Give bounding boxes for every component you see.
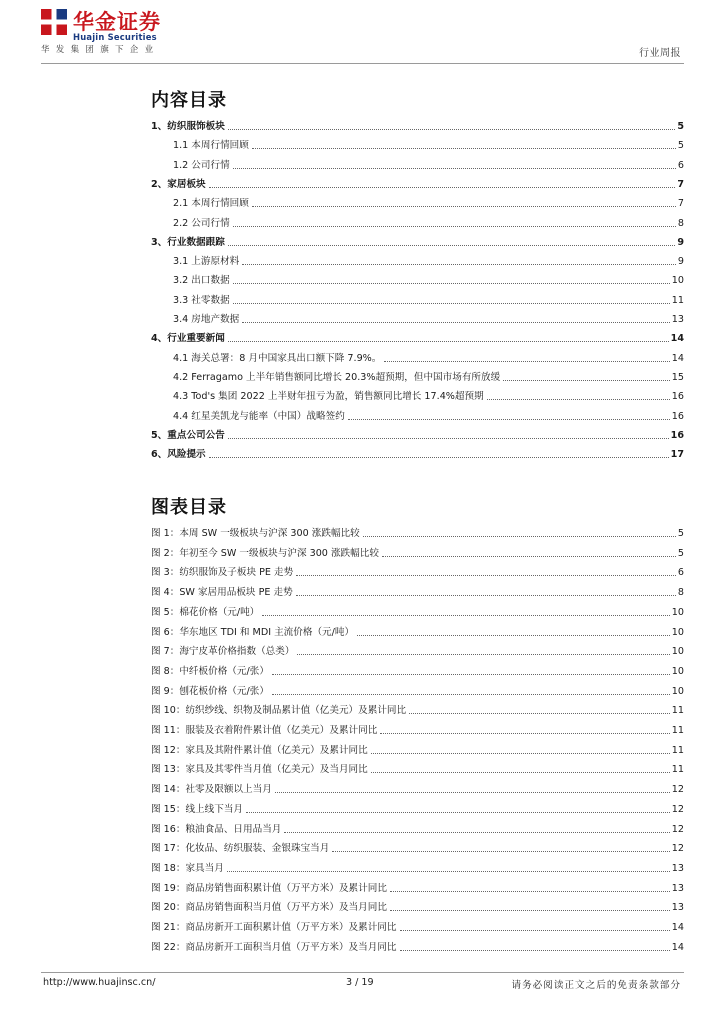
- figure-entry[interactable]: [151, 664, 684, 678]
- toc-entry[interactable]: [173, 409, 684, 423]
- toc-entry-page: 7: [677, 198, 684, 210]
- toc-entry[interactable]: [151, 331, 684, 345]
- dot-leader: [371, 753, 670, 754]
- huajin-logo-icon: [41, 9, 67, 35]
- toc-entry[interactable]: [173, 254, 684, 268]
- dot-leader: [227, 871, 670, 872]
- toc-entry-label: 2、家居板块: [151, 178, 206, 190]
- toc-entry-page: 11: [671, 294, 684, 306]
- group-slogan: 华发集团旗下企业: [41, 45, 160, 55]
- figure-entry-page: 10: [671, 665, 684, 677]
- figure-entry-page: 5: [677, 547, 684, 559]
- toc-entry-page: 9: [677, 256, 684, 268]
- dot-leader: [380, 733, 669, 734]
- dot-leader: [390, 891, 670, 892]
- dot-leader: [242, 322, 670, 323]
- figure-entry[interactable]: [151, 940, 684, 954]
- toc-entry-label: 1、纺织服饰板块: [151, 121, 225, 132]
- dot-leader: [246, 812, 670, 813]
- dot-leader: [242, 264, 676, 265]
- dot-leader: [284, 832, 669, 833]
- toc-entry-page: 15: [671, 371, 684, 383]
- figure-entry-page: 13: [671, 902, 684, 914]
- footer-page-number: 3 / 19: [346, 977, 374, 988]
- dot-leader: [275, 792, 670, 793]
- toc-entry-page: 5: [677, 140, 684, 152]
- header-divider: [41, 63, 684, 64]
- figure-entry-label: 图 2：年初至今 SW 一级板块与沪深 300 涨跌幅比较: [151, 547, 379, 559]
- toc-entry[interactable]: [173, 293, 684, 307]
- toc-entry-label: 4.1 海关总署：8 月中国家具出口额下降 7.9%。: [173, 352, 382, 364]
- dot-leader: [228, 129, 675, 130]
- figure-entry-page: 10: [671, 606, 684, 618]
- figure-entry-label: 图 4：SW 家居用品板块 PE 走势: [151, 587, 293, 599]
- figure-entry-label: 图 8：中纤板价格（元/张）: [151, 665, 269, 677]
- figure-entry-label: 图 11：服装及衣着附件累计值（亿美元）及累计同比: [151, 725, 378, 736]
- figure-entry-label: 图 1：本周 SW 一级板块与沪深 300 涨跌幅比较: [151, 528, 360, 539]
- figure-entry[interactable]: [151, 526, 684, 540]
- figure-entry-page: 11: [671, 705, 684, 717]
- figure-entry-label: 图 10：纺织纱线、织物及制品累计值（亿美元）及累计同比: [151, 705, 407, 717]
- figure-entry-page: 14: [671, 941, 684, 953]
- dot-leader: [400, 930, 670, 931]
- dot-leader: [252, 148, 676, 149]
- toc-entry[interactable]: [173, 196, 684, 210]
- figure-entry[interactable]: [151, 900, 684, 914]
- logo-chinese-name: 华金证券: [73, 10, 161, 34]
- toc-entry-page: 14: [670, 333, 684, 345]
- figure-entry-page: 12: [671, 803, 684, 815]
- figure-entry-label: 图 22：商品房新开工面积当月值（万平方米）及当月同比: [151, 941, 397, 953]
- figure-entry-label: 图 6：华东地区 TDI 和 MDI 主流价格（元/吨）: [151, 626, 355, 638]
- figure-entry-page: 10: [671, 646, 684, 658]
- footer-website-link[interactable]: http://www.huajinsc.cn/: [43, 977, 156, 988]
- figure-entry-label: 图 16：粮油食品、日用品当月: [151, 823, 282, 835]
- figure-entry-page: 12: [671, 843, 684, 855]
- toc-entry-label: 3、行业数据跟踪: [151, 236, 225, 248]
- figure-entry[interactable]: [151, 605, 684, 619]
- toc-entry[interactable]: [151, 119, 684, 133]
- figure-entry-page: 11: [671, 764, 684, 776]
- toc-entry[interactable]: [173, 312, 684, 326]
- figure-entry[interactable]: [151, 822, 684, 836]
- dot-leader: [382, 556, 676, 557]
- logo-english-name: Huajin Securities: [73, 32, 157, 42]
- figure-entry[interactable]: [151, 920, 684, 934]
- toc-entry[interactable]: [151, 428, 684, 442]
- figure-entry-label: 图 18：家具当月: [151, 862, 224, 874]
- figures-title: 图表目录: [151, 497, 227, 518]
- figure-entry-label: 图 17：化妆品、纺织服装、金银珠宝当月: [151, 843, 330, 855]
- figure-entry-label: 图 12：家具及其附件累计值（亿美元）及累计同比: [151, 744, 368, 756]
- figure-entry-page: 13: [671, 882, 684, 894]
- footer-disclaimer: 请务必阅读正文之后的免责条款部分: [511, 980, 681, 991]
- figure-entry-label: 图 9：刨花板价格（元/张）: [151, 685, 269, 697]
- toc-entry-page: 16: [670, 429, 684, 441]
- toc-entry[interactable]: [151, 177, 684, 191]
- figure-entry-page: 5: [677, 528, 684, 539]
- figure-entry[interactable]: [151, 644, 684, 658]
- toc-entry-label: 4.3 Tod's 集团 2022 上半财年扭亏为盈，销售额同比增长 17.4%超预期: [173, 391, 484, 403]
- figure-entry-label: 图 13：家具及其零件当月值（亿美元）及当月同比: [151, 764, 368, 776]
- toc-entry-label: 2.2 公司行情: [173, 217, 230, 229]
- dot-leader: [262, 615, 669, 616]
- figure-entry[interactable]: [151, 546, 684, 560]
- toc-entry[interactable]: [173, 370, 684, 384]
- dot-leader: [296, 595, 676, 596]
- dot-leader: [487, 399, 670, 400]
- figure-entry-page: 13: [671, 862, 684, 874]
- dot-leader: [209, 187, 676, 188]
- dot-leader: [297, 654, 669, 655]
- dot-leader: [228, 438, 669, 439]
- dot-leader: [409, 713, 670, 714]
- toc-entry[interactable]: [173, 351, 684, 365]
- page-header: [0, 0, 724, 70]
- toc-entry-label: 3.2 出口数据: [173, 275, 230, 287]
- dot-leader: [252, 206, 676, 207]
- figure-entry[interactable]: [151, 585, 684, 599]
- figure-entry[interactable]: [151, 703, 684, 717]
- dot-leader: [228, 245, 675, 246]
- figure-entry[interactable]: [151, 684, 684, 698]
- toc-entry[interactable]: [151, 447, 684, 461]
- figure-entry[interactable]: [151, 723, 684, 737]
- toc-entry-label: 4、行业重要新闻: [151, 333, 225, 345]
- figure-entry[interactable]: [151, 782, 684, 796]
- dot-leader: [348, 419, 670, 420]
- toc-entry-label: 4.2 Ferragamo 上半年销售额同比增长 20.3%超预期，但中国市场有所放缓: [173, 371, 501, 383]
- figure-entry-label: 图 21：商品房新开工面积累计值（万平方米）及累计同比: [151, 922, 397, 933]
- figure-entry-page: 12: [671, 784, 684, 796]
- toc-entry-label: 5、重点公司公告: [151, 429, 225, 441]
- dot-leader: [233, 226, 676, 227]
- figure-entry-page: 6: [677, 567, 684, 579]
- figure-entry[interactable]: [151, 762, 684, 776]
- toc-entry-page: 6: [677, 159, 684, 171]
- toc-entry-label: 3.1 上游原材料: [173, 256, 240, 268]
- toc-entry-page: 5: [677, 121, 684, 132]
- toc-entry[interactable]: [173, 158, 684, 172]
- toc-entry-label: 4.4 红星美凯龙与能率（中国）战略签约: [173, 410, 345, 422]
- toc-entry-label: 2.1 本周行情回顾: [173, 198, 249, 210]
- figure-entry[interactable]: [151, 881, 684, 895]
- dot-leader: [272, 694, 670, 695]
- toc-entry-page: 17: [670, 449, 684, 461]
- dot-leader: [272, 674, 670, 675]
- toc-entry-page: 13: [671, 314, 684, 325]
- footer-divider: [41, 972, 684, 973]
- figure-entry[interactable]: [151, 841, 684, 855]
- dot-leader: [390, 910, 670, 911]
- toc-entry-label: 1.1 本周行情回顾: [173, 140, 249, 152]
- figure-entry-page: 11: [671, 725, 684, 736]
- toc-entry-label: 1.2 公司行情: [173, 159, 230, 171]
- toc-entry[interactable]: [173, 216, 684, 230]
- toc-entry-page: 16: [671, 410, 684, 422]
- figure-entry[interactable]: [151, 802, 684, 816]
- figure-entry-label: 图 14：社零及限额以上当月: [151, 784, 272, 796]
- toc-entry-page: 7: [677, 178, 684, 190]
- dot-leader: [332, 851, 669, 852]
- toc-entry-label: 3.4 房地产数据: [173, 314, 240, 325]
- toc-entry-page: 8: [677, 217, 684, 229]
- figure-entry-page: 8: [677, 587, 684, 599]
- figure-entry-label: 图 20：商品房销售面积当月值（万平方米）及当月同比: [151, 902, 387, 914]
- figure-entry-page: 10: [671, 685, 684, 697]
- figure-entry[interactable]: [151, 743, 684, 757]
- figure-entry-page: 10: [671, 626, 684, 638]
- toc-entry[interactable]: [173, 138, 684, 152]
- figure-entry[interactable]: [151, 861, 684, 875]
- figure-entry-label: 图 19：商品房销售面积累计值（万平方米）及累计同比: [151, 882, 387, 894]
- toc-entry-label: 3.3 社零数据: [173, 294, 230, 306]
- figure-entry-label: 图 3：纺织服饰及子板块 PE 走势: [151, 567, 294, 579]
- figure-entry[interactable]: [151, 565, 684, 579]
- toc-entry-page: 9: [677, 236, 684, 248]
- dot-leader: [384, 361, 669, 362]
- dot-leader: [233, 168, 676, 169]
- dot-leader: [228, 341, 669, 342]
- figure-entry-label: 图 5：棉花价格（元/吨）: [151, 606, 260, 618]
- dot-leader: [400, 950, 670, 951]
- toc-entry-page: 14: [671, 352, 684, 364]
- dot-leader: [296, 575, 676, 576]
- figure-entry-label: 图 15：线上线下当月: [151, 803, 244, 815]
- dot-leader: [363, 536, 676, 537]
- toc-entry[interactable]: [173, 273, 684, 287]
- dot-leader: [371, 772, 670, 773]
- dot-leader: [357, 635, 670, 636]
- figure-entry-page: 12: [671, 823, 684, 835]
- figure-entry-label: 图 7：海宁皮革价格指数（总类）: [151, 646, 295, 658]
- toc-entry-label: 6、风险提示: [151, 449, 206, 461]
- toc-entry[interactable]: [173, 389, 684, 403]
- toc-entry-page: 10: [671, 275, 684, 287]
- dot-leader: [209, 457, 669, 458]
- report-type-label: 行业周报: [639, 48, 681, 59]
- dot-leader: [233, 303, 670, 304]
- dot-leader: [233, 283, 670, 284]
- contents-title: 内容目录: [151, 90, 227, 111]
- dot-leader: [503, 380, 670, 381]
- toc-entry-page: 16: [671, 391, 684, 403]
- figure-entry-page: 14: [671, 922, 684, 933]
- figure-entry[interactable]: [151, 625, 684, 639]
- figure-entry-page: 11: [671, 744, 684, 756]
- toc-entry[interactable]: [151, 235, 684, 249]
